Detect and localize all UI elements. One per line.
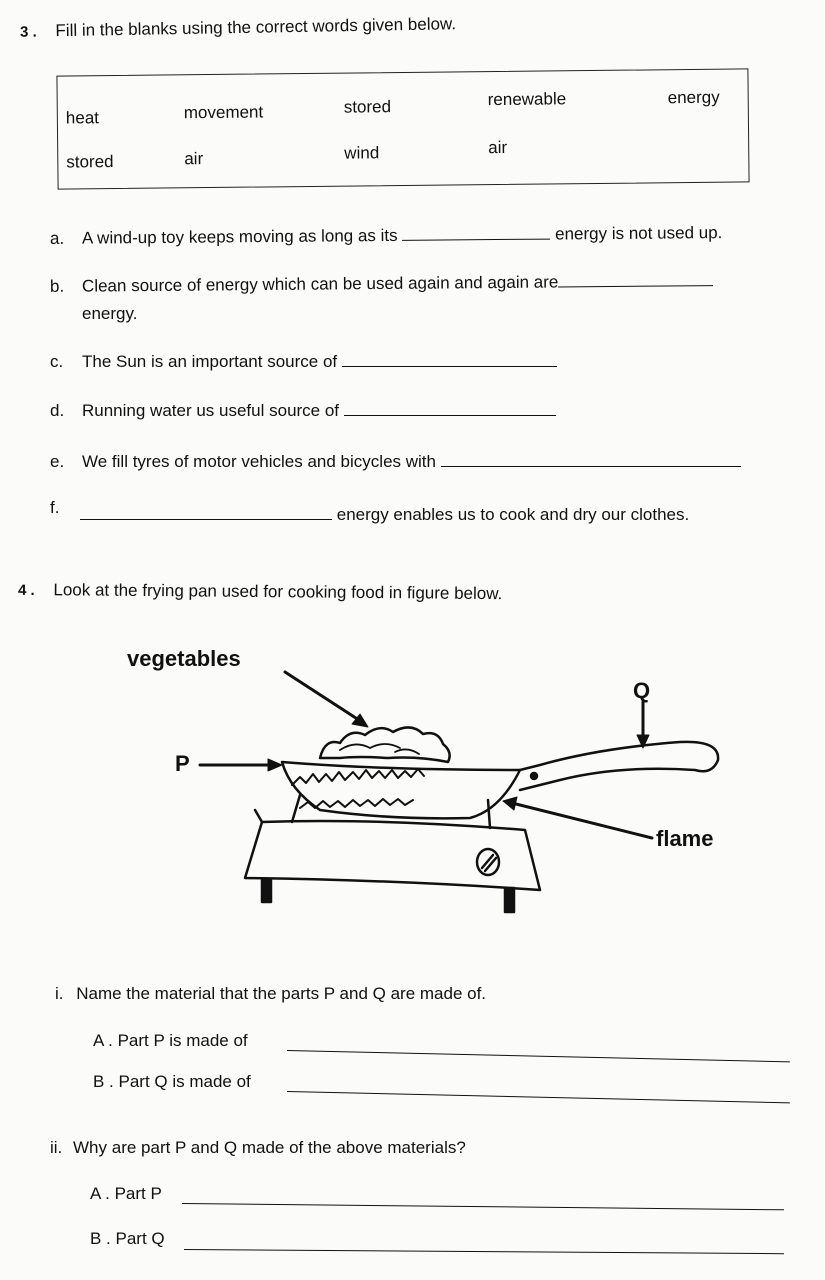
question-number: 3 . (19, 23, 37, 41)
part-ii-question (50, 1138, 466, 1158)
answer-label-part-p-material: A . Part P is made of (93, 1031, 248, 1050)
part-question-text: Name the material that the parts P and Q are made of. (76, 984, 487, 1003)
item-text: We fill tyres of motor vehicles and bicycles with (82, 452, 436, 471)
part-question-text: Why are part P and Q made of the above materials? (73, 1138, 466, 1157)
item-letter: d. (50, 401, 65, 420)
item-text-after: energy enables us to cook and dry our clothes. (336, 505, 690, 524)
frying-pan-handle (520, 742, 718, 790)
stove-leg (505, 888, 514, 912)
answer-label-part-q-reason: B . Part Q (90, 1229, 165, 1248)
item-letter: b. (49, 276, 65, 296)
label-p: P (175, 751, 190, 776)
question-item-b-cont: energy. (82, 304, 138, 323)
question-number: 4 . (17, 581, 35, 600)
word-bank-word: movement (183, 102, 264, 123)
part-label: ii. (50, 1138, 63, 1157)
label-q: Q (633, 678, 651, 703)
stove-body (245, 821, 540, 890)
part-label: i. (55, 984, 64, 1003)
label-flame: flame (656, 826, 714, 851)
label-vegetables: vegetables (127, 646, 241, 671)
word-bank-word: stored (66, 152, 114, 172)
item-text: A wind-up toy keeps moving as long as its (81, 225, 398, 248)
question-instruction: Look at the frying pan used for cooking food in figure below. (53, 580, 503, 604)
item-letter: f. (50, 498, 60, 517)
item-text: Clean source of energy which can be used again and again are (81, 272, 559, 296)
answer-label-part-q-material: B . Part Q is made of (93, 1072, 251, 1091)
word-bank-word: air (184, 149, 204, 169)
word-bank-word: stored (343, 97, 392, 117)
flame-lines (292, 769, 424, 785)
word-bank-word: wind (344, 143, 380, 163)
word-bank-word: energy (667, 87, 720, 108)
item-letter: a. (49, 228, 65, 248)
item-text-after: energy is not used up. (555, 223, 723, 244)
stove-leg (262, 880, 271, 902)
item-letter: e. (50, 452, 65, 471)
word-bank-word: air (488, 137, 508, 158)
frying-pan-bowl (282, 762, 520, 818)
word-bank-word: renewable (487, 89, 567, 110)
item-text: Running water us useful source of (82, 401, 340, 420)
item-letter: c. (50, 352, 64, 371)
item-text: The Sun is an important source of (82, 352, 338, 371)
part-i-question (55, 984, 486, 1004)
question-instruction: Fill in the blanks using the correct words given below. (55, 14, 457, 41)
answer-label-part-p-reason: A . Part P (90, 1184, 162, 1203)
word-bank-word: heat (65, 108, 100, 128)
